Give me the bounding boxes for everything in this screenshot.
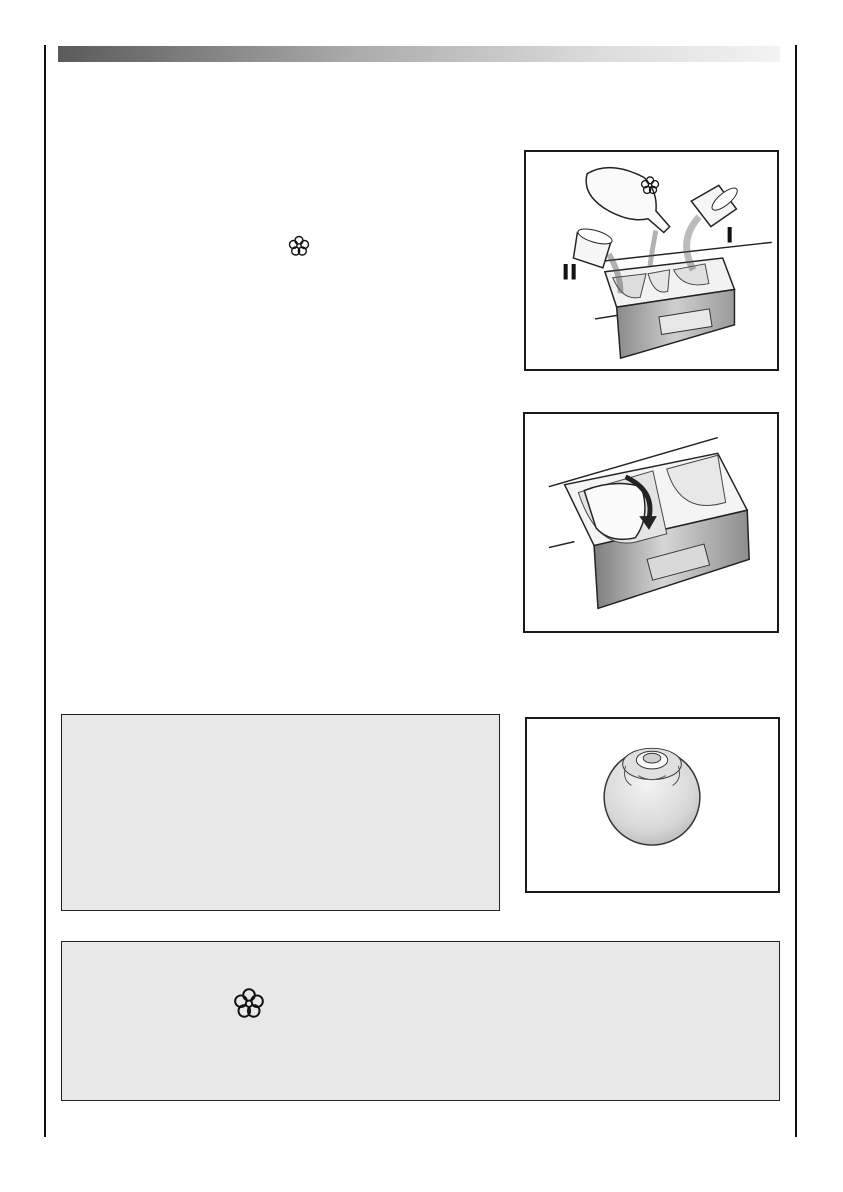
notice-panel (61, 941, 780, 1101)
header-bar (58, 46, 780, 62)
compartment-one-label: I (725, 223, 734, 249)
compartment-two-label: II (561, 260, 578, 286)
figure-dosing-ball (525, 717, 780, 893)
figure-drawer-insert (523, 412, 779, 633)
softener-flower-icon (287, 234, 311, 258)
dosing-ball-illustration (527, 719, 778, 891)
detergent-pouring-illustration (526, 152, 777, 369)
figure-detergent-pouring (524, 150, 779, 371)
info-panel (61, 714, 500, 911)
drawer-insert-illustration (525, 414, 777, 631)
left-margin-rule (44, 45, 46, 1137)
softener-flower-icon (232, 986, 266, 1022)
right-margin-rule (795, 45, 797, 1137)
